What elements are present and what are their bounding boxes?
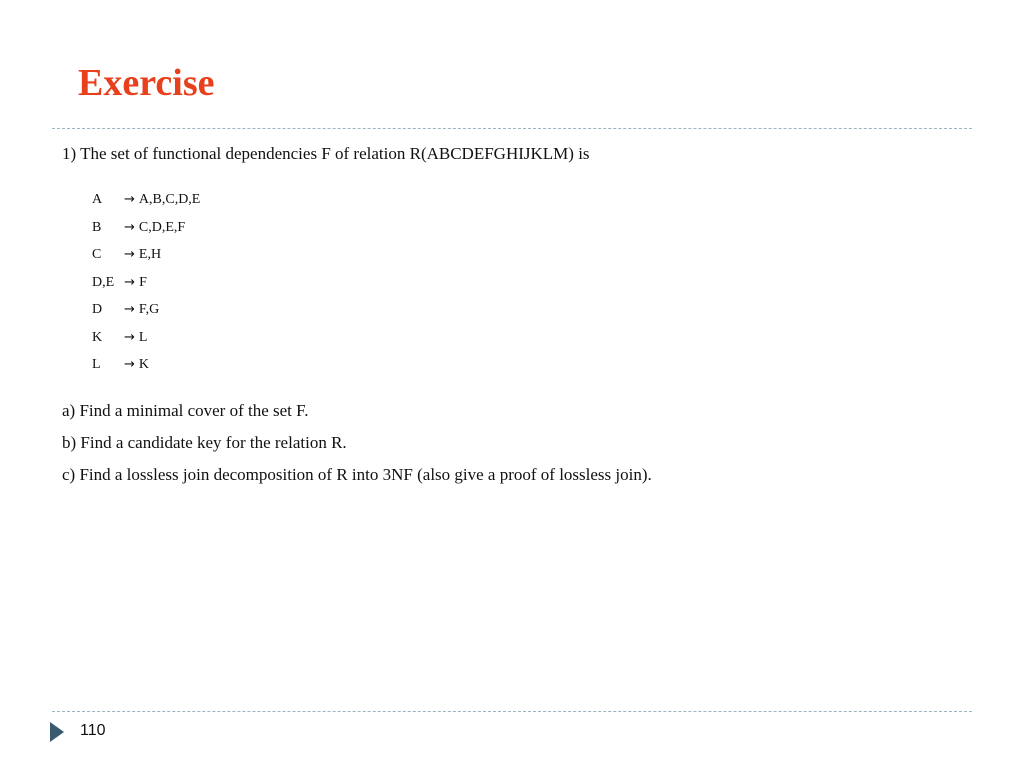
arrow-right-icon: → [124, 219, 135, 235]
dependency-rhs: K [138, 357, 150, 372]
question-b: b) Find a candidate key for the relation R. [62, 433, 347, 452]
dependency-item [92, 301, 962, 319]
arrow-right-icon: → [124, 329, 135, 345]
dependency-lhs: K [92, 329, 103, 345]
question-c: c) Find a lossless join decomposition of R into 3NF (also give a proof of lossless join). [62, 465, 652, 484]
dependency-rhs: E,H [138, 247, 162, 262]
dependency-item [92, 246, 962, 264]
slide-content [62, 143, 962, 496]
page-number: 110 [80, 722, 106, 739]
arrow-right-icon: → [124, 192, 135, 207]
dependency-lhs: C [92, 247, 102, 262]
top-divider [52, 128, 972, 129]
problem-statement: 1) The set of functional dependencies F of relation R(ABCDEFGHIJKLM) is [62, 144, 590, 163]
dependency-lhs: B [92, 219, 102, 235]
question-list [62, 400, 962, 486]
arrow-right-icon: → [124, 247, 135, 262]
dependency-item [92, 219, 962, 237]
dependency-rhs: L [138, 329, 148, 345]
slide-title: Exercise [78, 62, 215, 104]
dependency-item [92, 191, 962, 209]
dependency-lhs: D [92, 302, 103, 317]
arrow-right-icon: → [124, 302, 135, 317]
dependency-rhs: F [139, 274, 147, 290]
dependency-rhs: C,D,E,F [138, 219, 186, 235]
dependency-rhs: F,G [138, 302, 160, 317]
dependency-lhs: L [92, 357, 101, 372]
question-a: a) Find a minimal cover of the set F. [62, 401, 309, 420]
dependency-item [92, 274, 962, 292]
dependency-item [92, 356, 962, 374]
bottom-divider [52, 711, 972, 712]
dependency-item [92, 329, 962, 347]
arrow-right-icon: → [124, 274, 136, 290]
arrow-right-icon: → [124, 357, 135, 372]
dependency-list [62, 191, 962, 374]
dependency-lhs: D,E [92, 274, 115, 290]
triangle-bullet-icon [50, 722, 64, 742]
dependency-lhs: A [92, 192, 103, 207]
dependency-rhs: A,B,C,D,E [138, 192, 201, 207]
